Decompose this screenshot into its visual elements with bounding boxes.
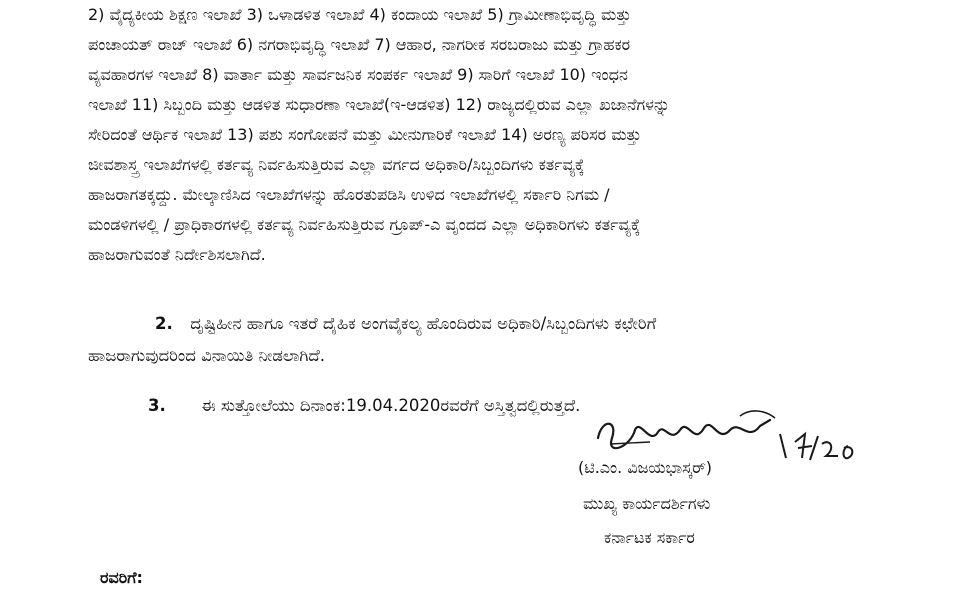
paragraph-line: ಜೀವಶಾಸ್ತ್ರ ಇಲಾಖೆಗಳಲ್ಲಿ ಕರ್ತವ್ಯ ನಿರ್ವಹಿಸುತ್ತಿರುವ ಎಲ್ಲಾ ವರ್ಗದ ಅಧಿಕಾರಿ/ಸಿಬ್ಬಂದಿಗಳು ಕರ್ತವ್ಯಕ್ಕೆ: [88, 155, 585, 174]
item-text: ಈ ಸುತ್ತೋಲೆಯು ದಿನಾಂಕ:19.04.2020ರವರೆಗೆ ಅಸ್ತಿತ್ವದಲ್ಲಿರುತ್ತದೆ.: [201, 396, 581, 415]
paragraph-departments: [88, 0, 878, 270]
signatory-government: ಕರ್ನಾಟಕ ಸರ್ಕಾರ: [604, 528, 695, 547]
paragraph-line: ಇಲಾಖೆ 11) ಸಿಬ್ಬಂದಿ ಮತ್ತು ಆಡಳಿತ ಸುಧಾರಣಾ ಇಲಾಖೆ(ಇ-ಆಡಳಿತ) 12) ರಾಜ್ಯದಲ್ಲಿರುವ ಎಲ್ಲಾ ಖಜಾನೆಗಳನ್ನು: [88, 95, 671, 114]
item-number: 2.: [155, 314, 173, 333]
signatory-designation: ಮುಖ್ಯ ಕಾರ್ಯದರ್ಶಿಗಳು: [583, 494, 711, 513]
paragraph-line: ವ್ಯವಹಾರಗಳ ಇಲಾಖೆ 8) ವಾರ್ತಾ ಮತ್ತು ಸಾರ್ವಜನಿಕ ಸಂಪರ್ಕ ಇಲಾಖೆ 9) ಸಾರಿಗೆ ಇಲಾಖೆ 10) ಇಂಧನ: [88, 65, 628, 84]
item-number: 3.: [148, 396, 166, 415]
paragraph-line: ಹಾಜರಾಗುವಂತೆ ನಿರ್ದೇಶಿಸಲಾಗಿದೆ.: [88, 245, 266, 264]
paragraph-line: ಮಂಡಳಿಗಳಲ್ಲಿ / ಪ್ರಾಧಿಕಾರಗಳಲ್ಲಿ ಕರ್ತವ್ಯ ನಿರ್ವಹಿಸುತ್ತಿರುವ ಗ್ರೂಪ್-ಎ ವೃಂದದ ಎಲ್ಲಾ ಅಧಿಕಾರಿಗಳು ಕರ್ತವ್ಯಕ್ಕೆ: [88, 215, 641, 234]
paragraph-line: ಸೇರಿದಂತೆ ಆರ್ಥಿಕ ಇಲಾಖೆ 13) ಪಶು ಸಂಗೋಪನೆ ಮತ್ತು ಮೀನುಗಾರಿಕೆ ಇಲಾಖೆ 14) ಅರಣ್ಯ ಪರಿಸರ ಮತ್ತು: [88, 125, 642, 144]
item-text: ದೃಷ್ಟಿಹೀನ ಹಾಗೂ ಇತರೆ ದೈಹಿಕ ಅಂಗವೈಕಲ್ಯ ಹೊಂದಿರುವ ಅಧಿಕಾರಿ/ಸಿಬ್ಬಂದಿಗಳು ಕಛೇರಿಗೆ: [190, 314, 657, 333]
signatory-name: (ಟಿ.ಎಂ. ವಿಜಯಭಾಸ್ಕರ್): [578, 458, 712, 477]
paragraph-line: ಪಂಚಾಯತ್ ರಾಜ್ ಇಲಾಖೆ 6) ನಗರಾಭಿವೃದ್ಧಿ ಇಲಾಖೆ 7) ಆಹಾರ, ನಾಗರೀಕ ಸರಬರಾಜು ಮತ್ತು ಗ್ರಾಹಕರ: [88, 35, 631, 54]
item-text: ಹಾಜರಾಗುವುದರಿಂದ ವಿನಾಯಿತಿ ನೀಡಲಾಗಿದೆ.: [88, 346, 325, 365]
item-3: [148, 396, 580, 416]
item-2-line-2: [88, 346, 325, 366]
paragraph-line: 2) ವೈದ್ಯಕೀಯ ಶಿಕ್ಷಣ ಇಲಾಖೆ 3) ಒಳಾಡಳಿತ ಇಲಾಖೆ 4) ಕಂದಾಯ ಇಲಾಖೆ 5) ಗ್ರಾಮೀಣಾಭಿವೃದ್ಧಿ ಮತ್ತು: [88, 5, 632, 24]
recipients-label: ರವರಿಗೆ:: [100, 568, 143, 587]
item-2-line-1: [155, 314, 656, 334]
paragraph-line: ಹಾಜರಾಗತಕ್ಕದ್ದು. ಮೇಲ್ಕಾಣಿಸಿದ ಇಲಾಖೆಗಳನ್ನು ಹೊರತುಪಡಿಸಿ ಉಳಿದ ಇಲಾಖೆಗಳಲ್ಲಿ ಸರ್ಕಾರಿ ನಿಗಮ /: [88, 185, 610, 204]
